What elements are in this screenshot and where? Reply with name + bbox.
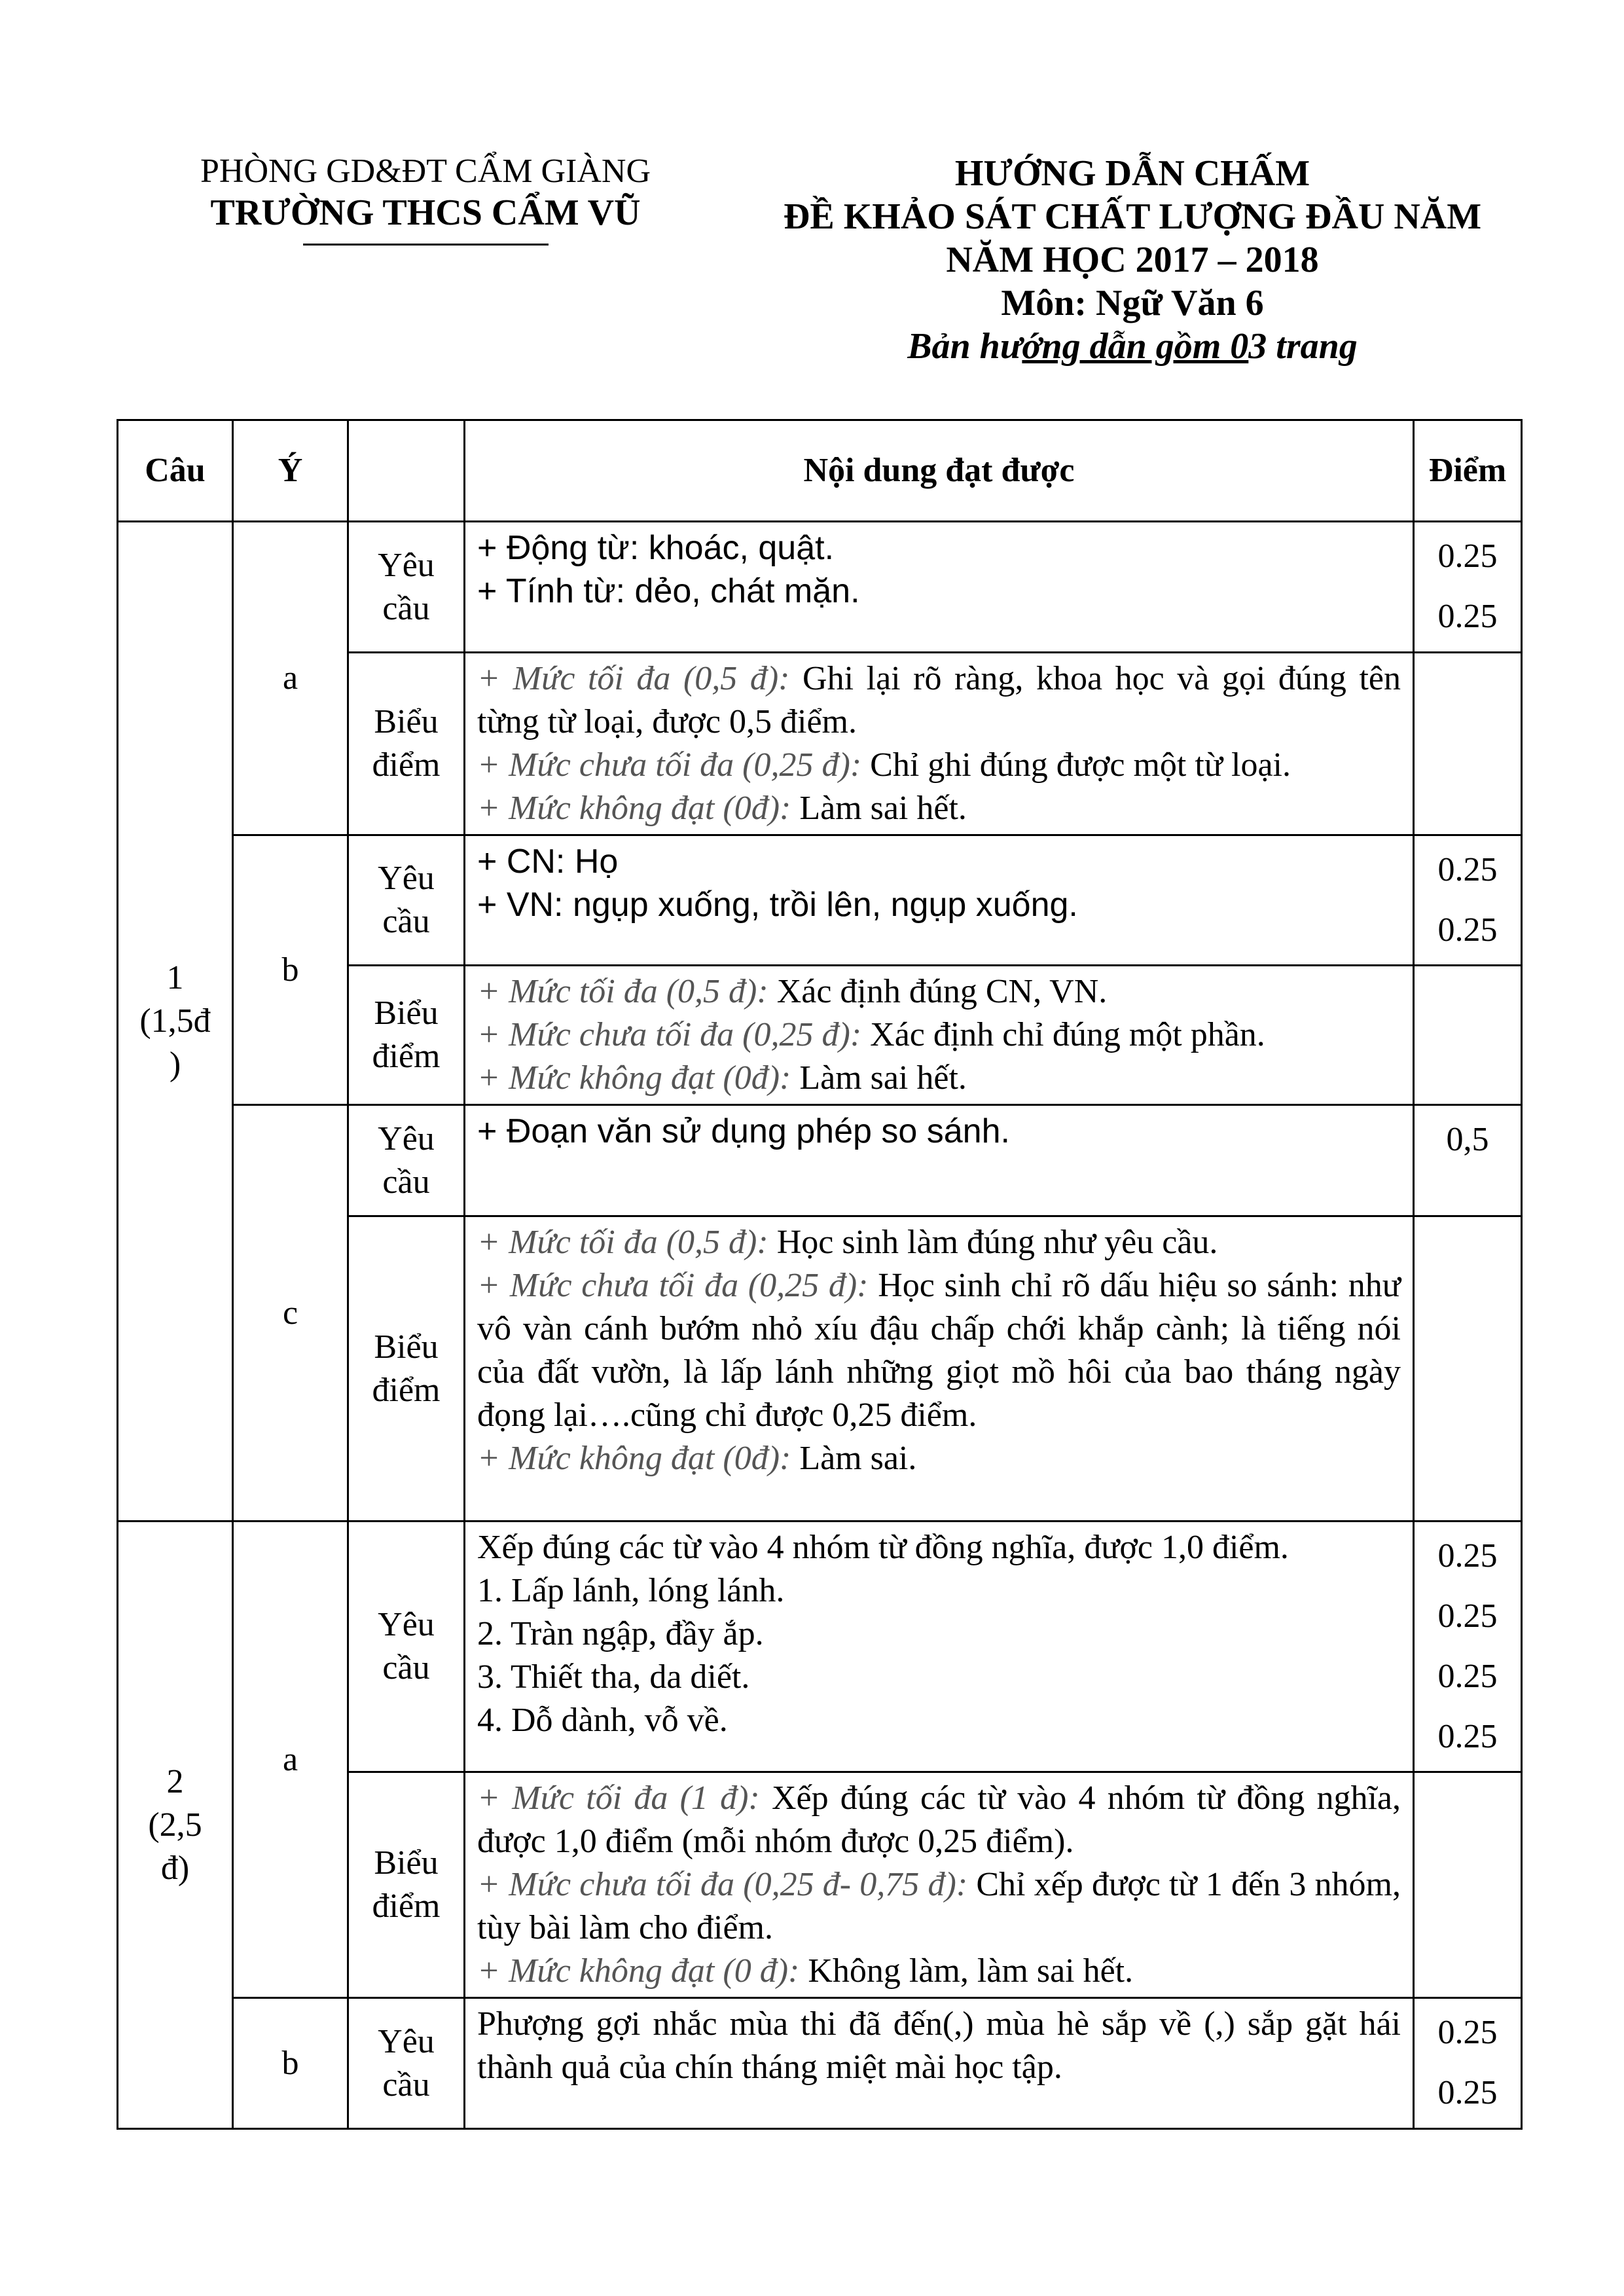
q1-part-c: c <box>233 1105 348 1522</box>
q1b-requirement: + CN: Họ + VN: ngụp xuống, trồi lên, ngụp xuống. <box>465 835 1414 966</box>
q2a-criteria: + Mức tối đa (1 đ): Xếp đúng các từ vào 4 nhóm từ đồng nghĩa, được 1,0 điểm (mỗi nhóm được 0,25 điểm). + Mức chưa tối đa (0,25 đ- 0,75 đ): Chỉ xếp được từ 1 đến 3 nhóm, tùy bài làm cho điểm. + Mức không đạt (0 đ): Không làm, làm sai hết. <box>465 1772 1414 1998</box>
school-year: NĂM HỌC 2017 – 2018 <box>946 240 1319 280</box>
q1a-scores: 0.25 0.25 <box>1414 522 1522 653</box>
grading-table <box>117 419 1523 2130</box>
question-1-cell: 1 (1,5đ ) <box>118 522 233 1522</box>
table-row <box>118 522 1522 653</box>
q2b-requirement: Phượng gợi nhắc mùa thi đã đến(,) mùa hè sắp về (,) sắp gặt hái thành quả của chín tháng miệt mài học tập. <box>465 1998 1414 2129</box>
table-row <box>118 835 1522 966</box>
empty-score-cell <box>1414 1216 1522 1522</box>
yeu-cau-label: Yêu cầu <box>348 1105 465 1216</box>
q2-part-b: b <box>233 1998 348 2129</box>
table-row <box>118 1105 1522 1216</box>
q2b-scores: 0.25 0.25 <box>1414 1998 1522 2129</box>
header-cau: Câu <box>118 420 233 522</box>
doc-title: HƯỚNG DẪN CHẤM <box>954 153 1310 194</box>
table-header-row <box>118 420 1522 522</box>
q1b-scores: 0.25 0.25 <box>1414 835 1522 966</box>
yeu-cau-label: Yêu cầu <box>348 1522 465 1772</box>
question-2-cell: 2 (2,5 đ) <box>118 1522 233 2129</box>
q1-part-b: b <box>233 835 348 1105</box>
q2a-scores: 0.25 0.25 0.25 0.25 <box>1414 1522 1522 1772</box>
bieu-diem-label: Biểu điểm <box>348 966 465 1105</box>
header-content: Nội dung đạt được <box>465 420 1414 522</box>
doc-subtitle: ĐỀ KHẢO SÁT CHẤT LƯỢNG ĐẦU NĂM <box>783 196 1482 237</box>
yeu-cau-label: Yêu cầu <box>348 835 465 966</box>
table-row <box>118 1998 1522 2129</box>
q1a-criteria: + Mức tối đa (0,5 đ): Ghi lại rõ ràng, khoa học và gọi đúng tên từng từ loại, được 0,5 điểm. + Mức chưa tối đa (0,25 đ): Chỉ ghi đúng được một từ loại. + Mức không đạt (0đ): Làm sai hết. <box>465 653 1414 835</box>
header-underline <box>303 244 549 246</box>
bieu-diem-label: Biểu điểm <box>348 1772 465 1998</box>
header-right <box>759 152 1506 368</box>
empty-score-cell <box>1414 966 1522 1105</box>
q1c-criteria: + Mức tối đa (0,5 đ): Học sinh làm đúng như yêu cầu. + Mức chưa tối đa (0,25 đ): Học sinh chỉ rõ dấu hiệu so sánh: như vô vàn cánh bướm nhỏ xíu đậu chấp chới khắp cành; là tiếng nói của đất vườn, là lấp lánh những giọt mồ hôi của bao tháng ngày đọng lại….cũng chỉ được 0,25 điểm. + Mức không đạt (0đ): Làm sai. <box>465 1216 1414 1522</box>
bieu-diem-label: Biểu điểm <box>348 1216 465 1522</box>
q2-part-a: a <box>233 1522 348 1998</box>
empty-score-cell <box>1414 653 1522 835</box>
page-count-note: Bản hướng dẫn gồm 03 trang <box>907 326 1358 367</box>
header-blank <box>348 420 465 522</box>
q1a-requirement: + Động từ: khoác, quật. + Tính từ: dẻo, chát mặn. <box>465 522 1414 653</box>
school-name: TRƯỜNG THCS CẨM VŨ <box>210 192 641 233</box>
empty-score-cell <box>1414 1772 1522 1998</box>
yeu-cau-label: Yêu cầu <box>348 1998 465 2129</box>
table-row <box>118 1522 1522 1772</box>
header-y: Ý <box>233 420 348 522</box>
q1-part-a: a <box>233 522 348 835</box>
bieu-diem-label: Biểu điểm <box>348 653 465 835</box>
department-name: PHÒNG GD&ĐT CẨM GIÀNG <box>200 153 651 190</box>
q1b-criteria: + Mức tối đa (0,5 đ): Xác định đúng CN, VN. + Mức chưa tối đa (0,25 đ): Xác định chỉ đúng một phần. + Mức không đạt (0đ): Làm sai hết. <box>465 966 1414 1105</box>
subject: Môn: Ngữ Văn 6 <box>1001 283 1264 323</box>
q1c-scores: 0,5 <box>1414 1105 1522 1216</box>
q2a-requirement: Xếp đúng các từ vào 4 nhóm từ đồng nghĩa, được 1,0 điểm. 1. Lấp lánh, lóng lánh. 2. Tràn ngập, đầy ắp. 3. Thiết tha, da diết. 4. Dỗ dành, vỗ về. <box>465 1522 1414 1772</box>
q1c-requirement: + Đoạn văn sử dụng phép so sánh. <box>465 1105 1414 1216</box>
header-score: Điểm <box>1414 420 1522 522</box>
header-left <box>164 152 687 246</box>
yeu-cau-label: Yêu cầu <box>348 522 465 653</box>
